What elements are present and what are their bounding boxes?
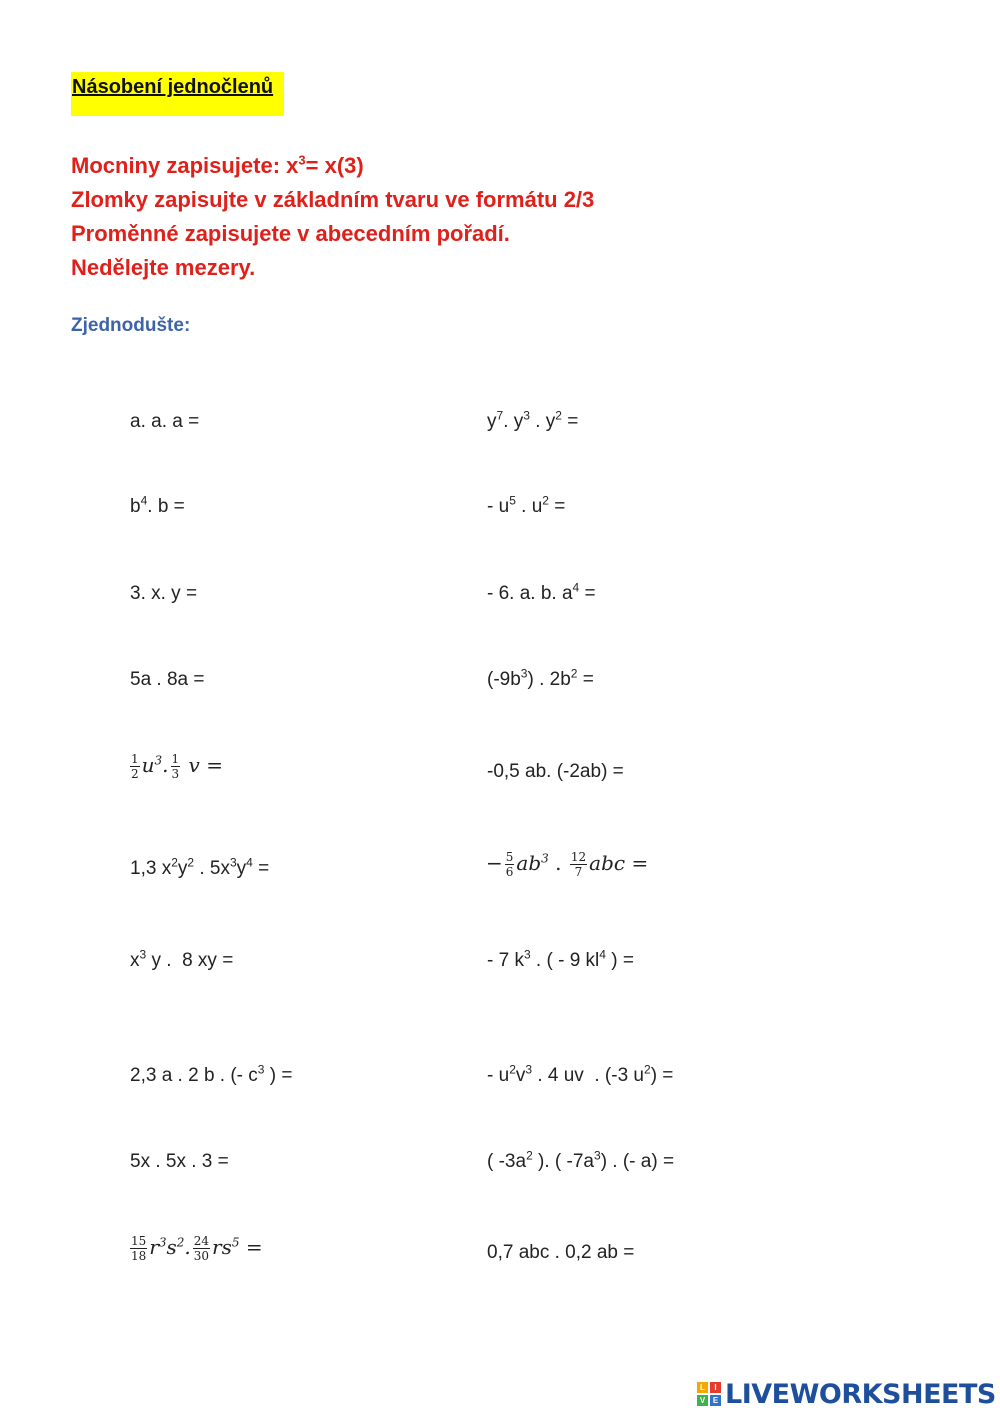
exercise-right-3: - 6. a. b. $a^4$ =: [487, 580, 596, 604]
exercise-right-2: - $u^5$ . $u^2$ =: [487, 493, 566, 517]
liveworksheets-logo-mark: [697, 1382, 721, 1406]
simplify-heading: Zjednodušte:: [71, 315, 191, 336]
exercise-right-6: − $\frac{5}{6}$ $ab^3$ . $\frac{12}{7}$ abc =: [486, 850, 649, 879]
instruction-variables: Proměnné zapisujete v abecedním pořadí.: [71, 221, 510, 246]
exercise-left-4: 5a . 8a =: [130, 669, 205, 690]
exercise-right-10: 0,7 abc . 0,2 ab =: [487, 1242, 635, 1263]
fraction: $\frac{1}{3}$: [171, 752, 180, 781]
exercise-left-1: a. a. a =: [130, 411, 200, 432]
exercise-right-4: $(-9b^3)$ . $2b^2$ =: [487, 666, 594, 690]
fraction: $\frac{1}{2}$: [131, 752, 139, 781]
exercise-left-3: 3. x. y =: [130, 583, 198, 604]
exercise-left-6: 1,3 $x^2y^2$ . $5x^3y^4$ =: [130, 855, 270, 879]
exercise-left-7: $x^3$ y . 8 xy =: [130, 947, 234, 971]
exercise-right-9: ( $-3a^2$ ). ( $-7a^3$) . (- a) =: [487, 1148, 675, 1172]
exercise-left-2: $b^4$. b =: [130, 493, 185, 517]
exercise-left-5: $\frac{1}{2}$ $u^3$. $\frac{1}{3}$ v =: [131, 752, 223, 781]
exercise-left-9: 5x . 5x . 3 =: [130, 1151, 229, 1172]
instructions: [71, 149, 594, 285]
logo-mark-tile: E: [710, 1395, 721, 1406]
logo-mark-tile: V: [697, 1395, 708, 1406]
exercise-right-7: - 7 $k^3$ . ( - 9 $kl^4$ ) =: [487, 947, 634, 971]
exercise-right-5: -0,5 ab. (-2ab) =: [487, 761, 624, 782]
fraction: $\frac{15}{18}$: [131, 1234, 147, 1263]
exercise-left-10: $\frac{15}{18}$ $r^3s^2$. $\frac{24}{30}$ $rs^5$ =: [131, 1234, 263, 1263]
logo-mark-tile: I: [710, 1382, 721, 1393]
logo-text: LIVEWORKSHEETS: [725, 1378, 996, 1410]
worksheet-title: Násobení jednočlenů: [71, 72, 284, 116]
exercise-right-8: - $u^2v^3$ . 4 uv . (-3 $u^2$) =: [487, 1062, 674, 1086]
instruction-powers: Mocniny zapisujete: $x^3= x(3)$: [71, 152, 364, 178]
fraction: $\frac{12}{7}$: [570, 850, 587, 879]
fraction: $\frac{5}{6}$: [505, 850, 514, 879]
instruction-fractions: Zlomky zapisujte v základním tvaru ve formátu 2/3: [71, 187, 595, 212]
instruction-spaces: Nedělejte mezery.: [71, 255, 256, 280]
logo-mark-tile: L: [697, 1382, 708, 1393]
fraction: $\frac{24}{30}$: [193, 1234, 210, 1263]
exercise-left-8: 2,3 a . 2 b . (- $c^3$ ) =: [130, 1062, 293, 1086]
exercise-right-1: $y^7$. $y^3$ . $y^2$ =: [487, 408, 579, 432]
liveworksheets-logo: [697, 1378, 996, 1410]
